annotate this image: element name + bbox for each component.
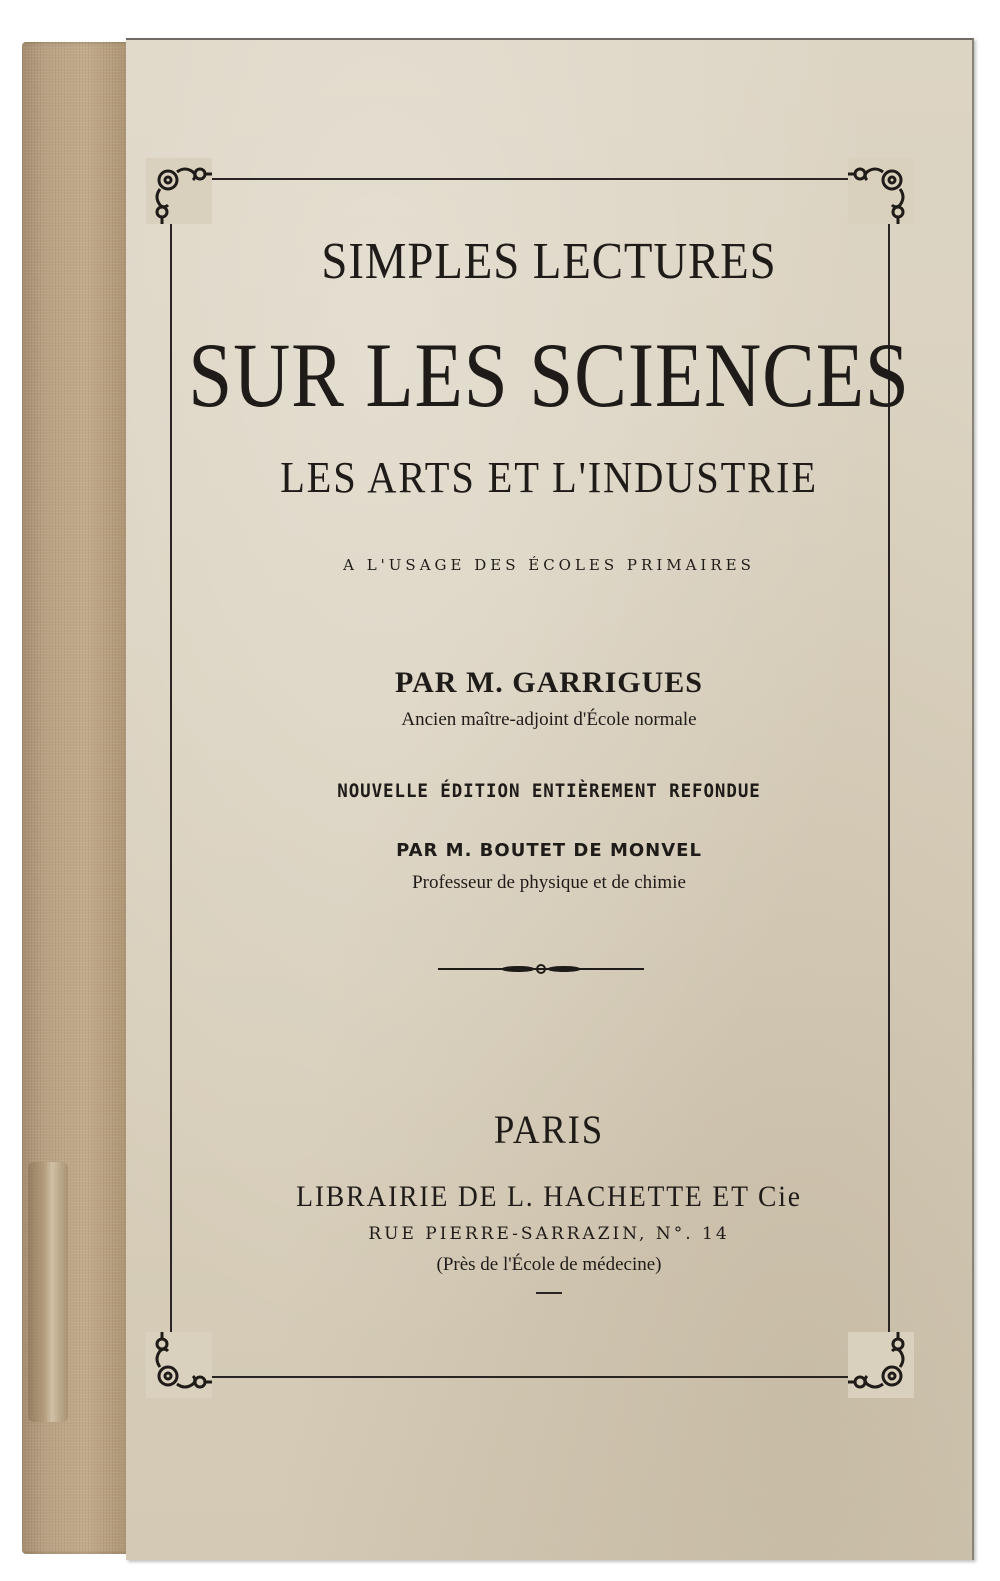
book	[22, 38, 972, 1558]
usage-line: A L'USAGE DES ÉCOLES PRIMAIRES	[343, 556, 755, 574]
title-cover	[126, 38, 974, 1560]
address-note: (Près de l'École de médecine)	[436, 1254, 662, 1275]
cloth-spine	[22, 42, 138, 1554]
corner-ornament-icon	[146, 1332, 212, 1398]
reviser-name: PAR M. BOUTET DE MONVEL	[396, 840, 702, 861]
corner-ornament-icon	[848, 1332, 914, 1398]
corner-ornament-icon	[848, 158, 914, 224]
reviser-title: Professeur de physique et de chimie	[412, 872, 686, 893]
author-name: PAR M. GARRIGUES	[395, 666, 703, 699]
spine-wear	[28, 1162, 68, 1422]
title-line-2: SUR LES SCIENCES	[188, 324, 910, 426]
publisher-address: RUE PIERRE-SARRAZIN, N°. 14	[368, 1224, 730, 1244]
publisher: LIBRAIRIE DE L. HACHETTE ET Cie	[296, 1180, 802, 1213]
title-line-3: LES ARTS ET L'INDUSTRIE	[280, 453, 818, 502]
author-title: Ancien maître-adjoint d'École normale	[401, 709, 697, 730]
corner-ornament-icon	[146, 158, 212, 224]
title-line-1: SIMPLES LECTURES	[321, 233, 777, 290]
edition-line: NOUVELLE ÉDITION ENTIÈREMENT REFONDUE	[337, 780, 761, 802]
closing-rule	[536, 1292, 562, 1294]
city: PARIS	[493, 1107, 605, 1152]
divider-flourish-icon	[438, 960, 644, 972]
